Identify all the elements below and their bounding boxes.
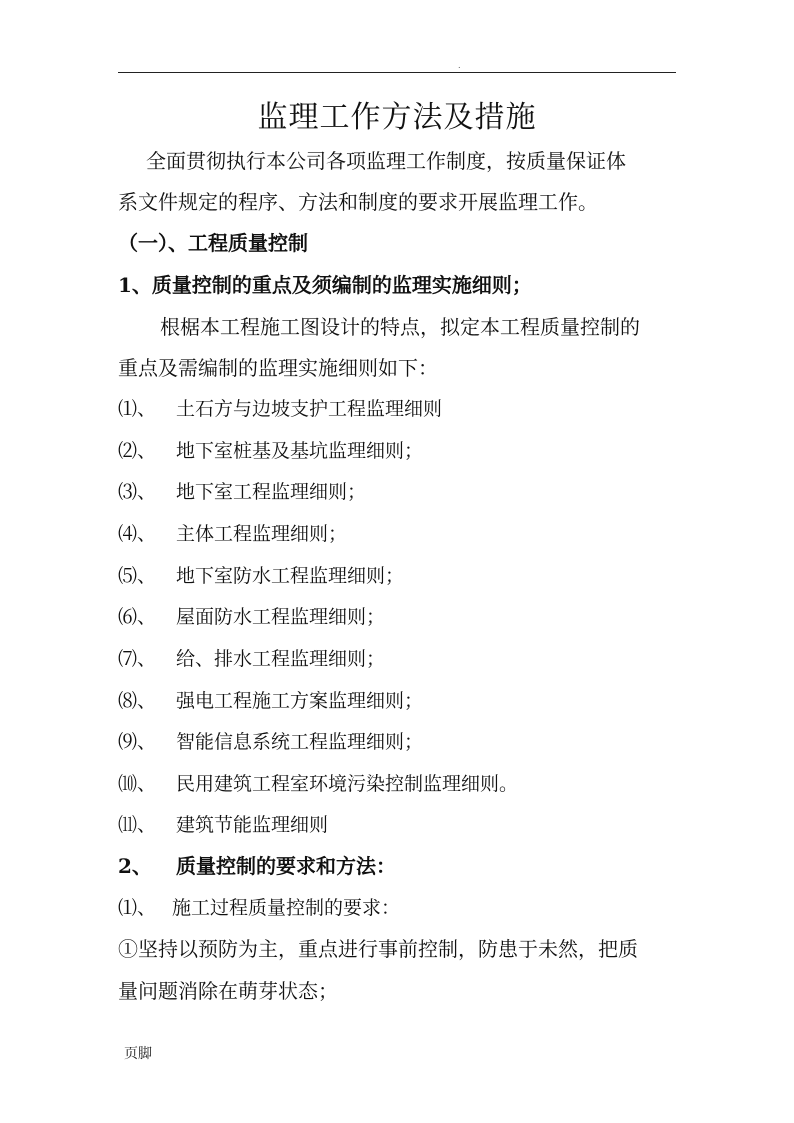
list-item-number: ⑾、 [118, 814, 157, 836]
header-rule [118, 72, 676, 73]
list-item-text: 强电工程施工方案监理细则； [176, 690, 424, 712]
subsection-title: 质量控制的要求和方法： [176, 854, 396, 878]
list-item-text: 施工过程质量控制的要求： [172, 897, 401, 919]
list-item-number: ⑵、 [118, 440, 157, 462]
list-item-number: ⑸、 [118, 565, 157, 587]
list-item-text: 地下室防水工程监理细则； [176, 565, 405, 587]
section-heading-quality-control: （一）、工程质量控制 [118, 231, 308, 255]
subsection-number: 2、 [118, 854, 152, 878]
list-item-text: 给、排水工程监理细则； [176, 648, 386, 670]
subsection-heading-2 [118, 851, 396, 881]
paragraph-line-2: 重点及需编制的监理实施细则如下： [118, 356, 438, 380]
list-item-number: ⑴、 [118, 398, 157, 420]
list-item-number: ⑶、 [118, 481, 157, 503]
list-item-number: ⑺、 [118, 648, 157, 670]
list-item [118, 893, 400, 923]
list-item [118, 769, 518, 799]
list-item-number: ⑻、 [118, 690, 157, 712]
list-item [118, 519, 347, 549]
paragraph-line-3: ①坚持以预防为主，重点进行事前控制，防患于未然，把质 [118, 937, 638, 961]
list-item-text: 土石方与边坡支护工程监理细则 [176, 398, 443, 420]
paragraph-line-4: 量问题消除在萌芽状态； [118, 979, 338, 1003]
list-item [118, 810, 328, 840]
list-item-text: 主体工程监理细则； [176, 523, 348, 545]
paragraph-line-1: 根椐本工程施工图设计的特点，拟定本工程质量控制的 [160, 315, 640, 339]
list-item [118, 436, 423, 466]
list-item [118, 394, 442, 424]
list-item-text: 屋面防水工程监理细则； [176, 606, 386, 628]
list-item-text: 建筑节能监理细则 [176, 814, 329, 836]
list-item-number: ⑹、 [118, 606, 157, 628]
list-item-number: ⑼、 [118, 731, 157, 753]
footer-label: 页脚 [124, 1046, 152, 1062]
list-item [118, 602, 385, 632]
list-item [118, 686, 423, 716]
list-item [118, 644, 385, 674]
list-item-text: 民用建筑工程室环境污染控制监理细则。 [176, 773, 519, 795]
list-item [118, 561, 404, 591]
intro-line-2: 系文件规定的程序、方法和制度的要求开展监理工作。 [118, 190, 598, 214]
list-item-number: ⑽、 [118, 773, 157, 795]
list-item-number: ⑷、 [118, 523, 157, 545]
list-item-text: 地下室桩基及基坑监理细则； [176, 440, 424, 462]
list-item [118, 727, 423, 757]
header-dot: . [458, 61, 461, 70]
subsection-heading-1: 1、质量控制的重点及须编制的监理实施细则； [118, 273, 532, 297]
list-item-text: 地下室工程监理细则； [176, 481, 367, 503]
list-item [118, 477, 366, 507]
list-item-number: ⑴、 [118, 897, 157, 919]
intro-line-1: 全面贯彻执行本公司各项监理工作制度，按质量保证体 [146, 149, 626, 173]
page-title: 监理工作方法及措施 [257, 100, 537, 135]
list-item-text: 智能信息系统工程监理细则； [176, 731, 424, 753]
